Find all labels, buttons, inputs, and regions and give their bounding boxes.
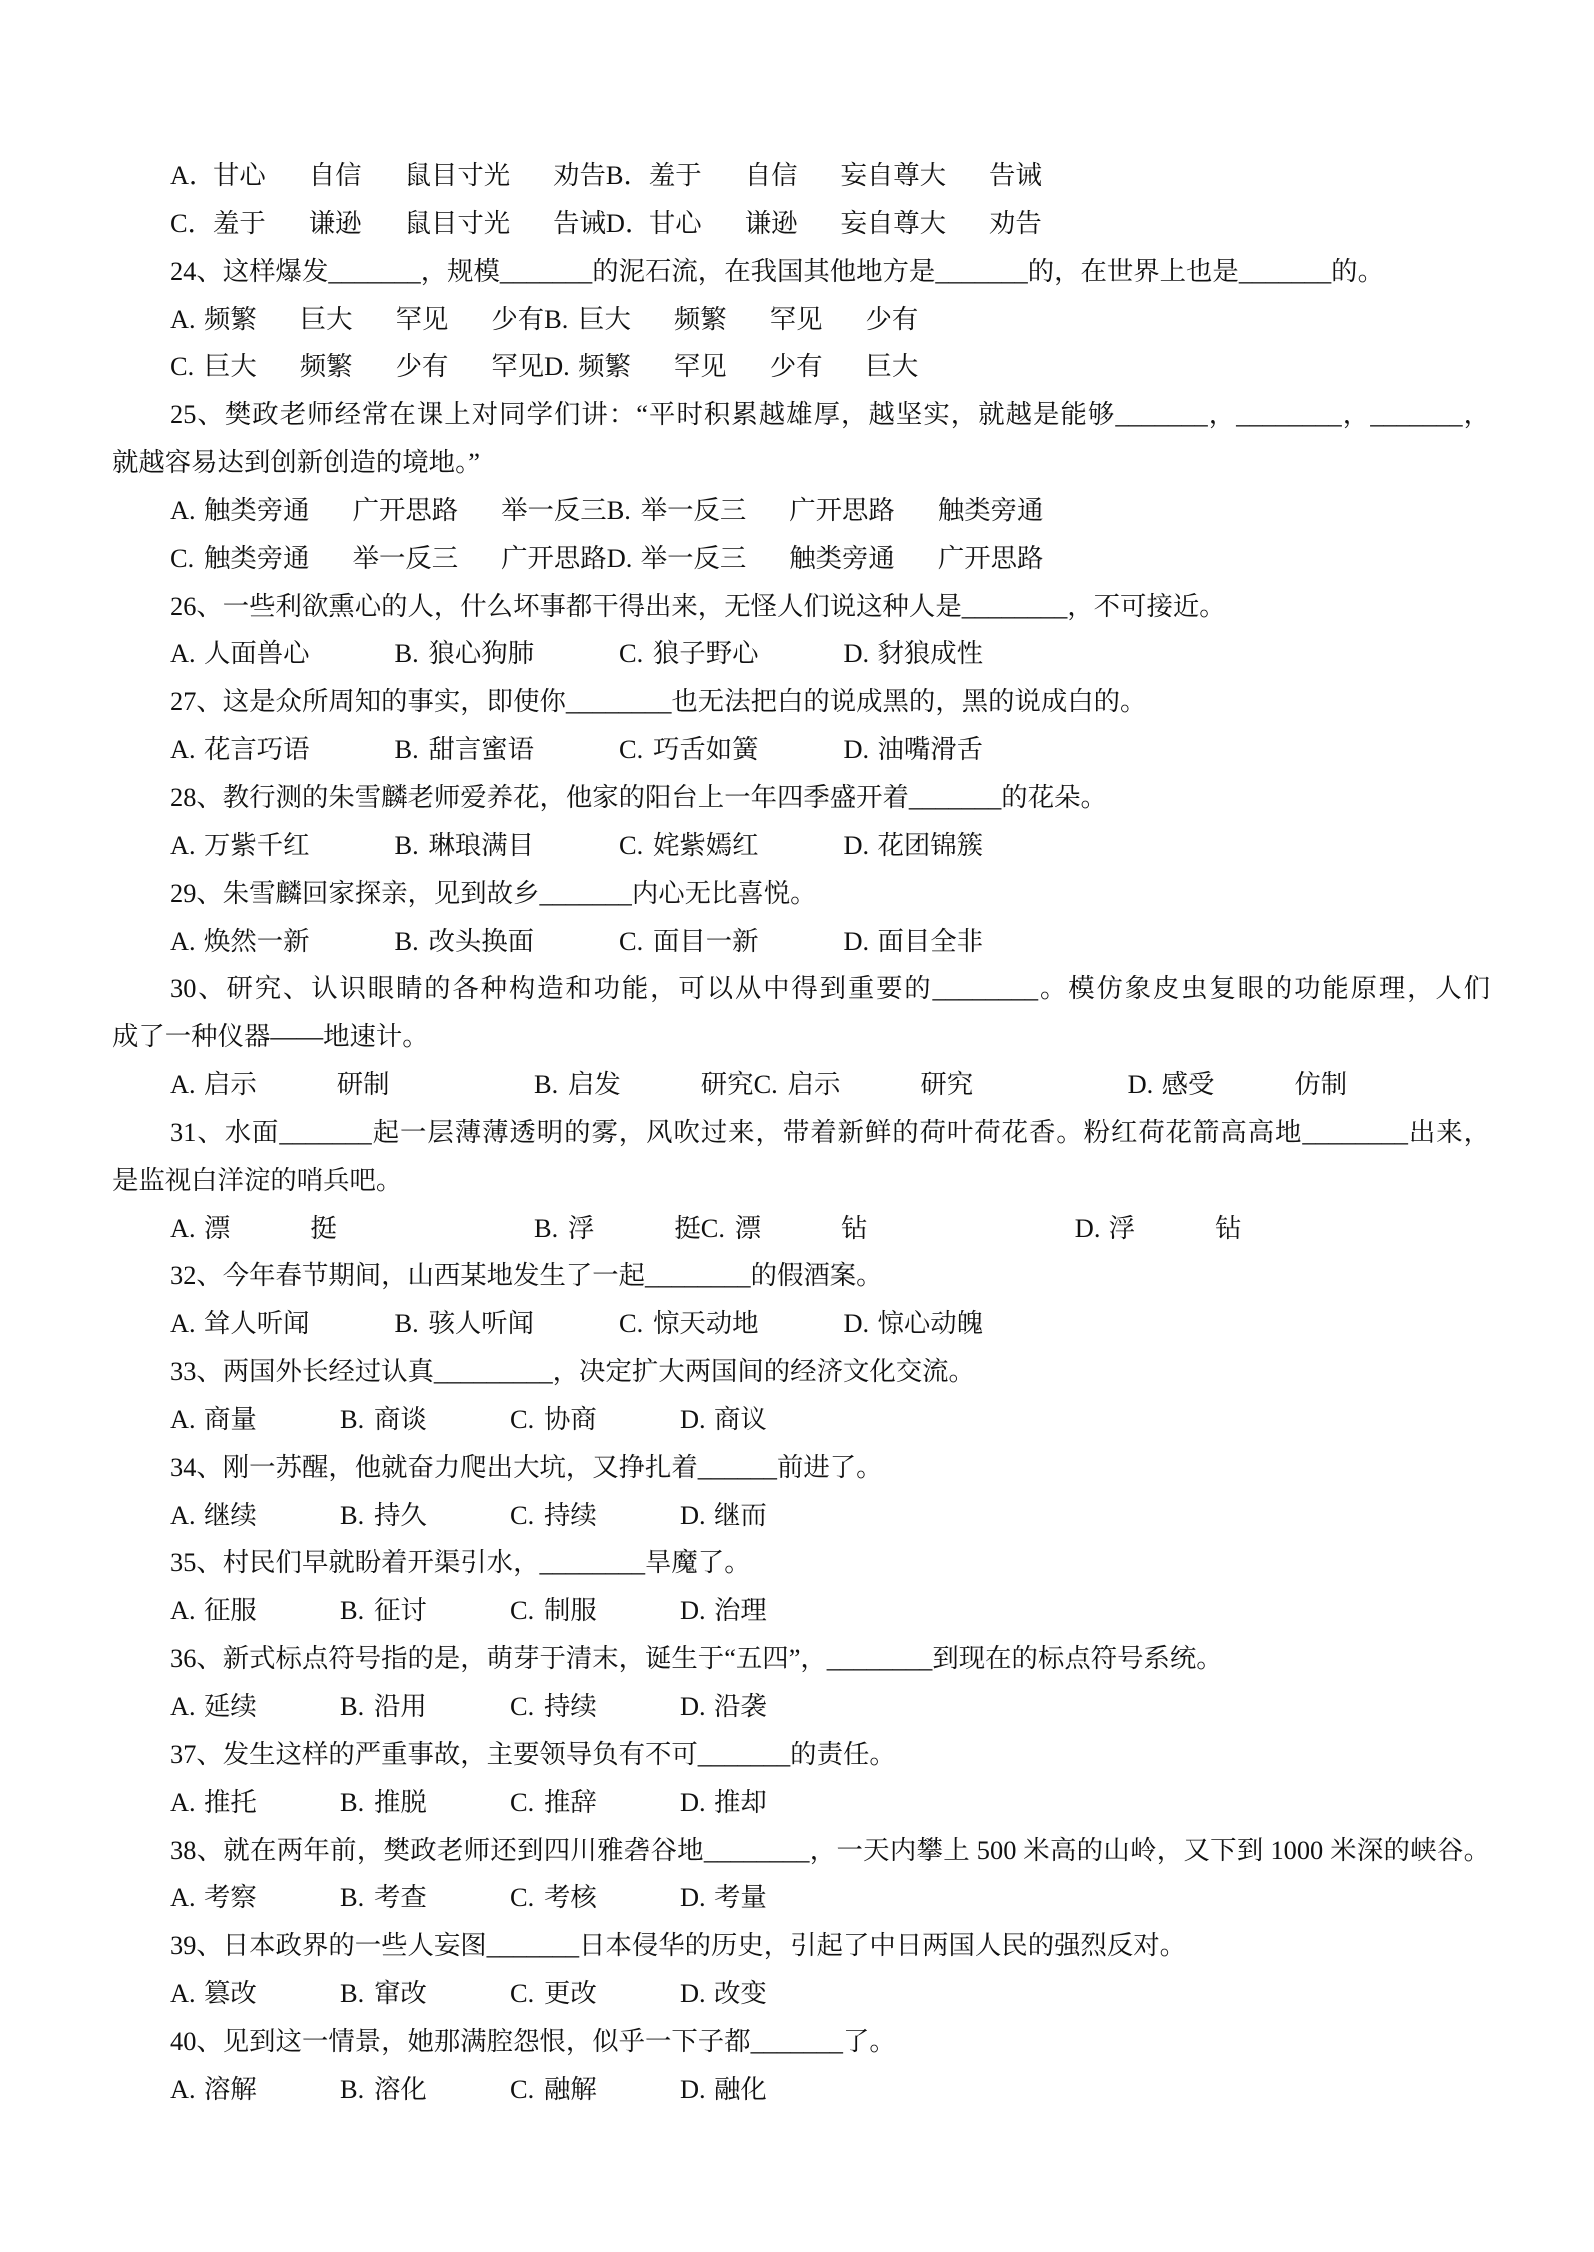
option-word: 羞于: [213, 207, 266, 238]
option-label: C.: [619, 734, 644, 765]
q34-option-b: [340, 1492, 510, 1540]
option-label: B.: [340, 2073, 365, 2104]
option-label: C.: [170, 351, 195, 382]
option-label: A.: [170, 1069, 196, 1100]
option-word: 鼠目寸光: [404, 160, 511, 190]
q26-option-d: [844, 630, 1069, 678]
option-word: 感受: [1161, 1069, 1215, 1100]
option-word: 研究: [920, 1069, 974, 1100]
option-word: 继而: [714, 1499, 767, 1530]
option-label: A.: [170, 1403, 196, 1434]
q32-option-b: [395, 1300, 620, 1348]
option-label: C.: [510, 1691, 535, 1721]
option-word: 巨大: [204, 351, 257, 382]
option-label: B.: [394, 638, 419, 669]
option-word: 广开思路: [352, 494, 459, 525]
q29-option-b: [395, 918, 620, 966]
option-word: 惊天动地: [653, 1308, 759, 1339]
q25-option-c: [170, 535, 607, 583]
option-word: 频繁: [578, 351, 631, 382]
q32-stem: 32、今年春节期间，山西某地发生了一起________的假酒案。: [170, 1260, 883, 1291]
option-label: A.: [170, 1595, 196, 1626]
q39-option-a: [170, 1970, 340, 2018]
q35-options: [112, 1587, 1490, 1635]
option-word: 启示: [204, 1069, 257, 1100]
q29-option-d: [844, 918, 1069, 966]
option-word: 研究: [700, 1069, 754, 1100]
option-word: 商议: [714, 1403, 767, 1434]
option-label: B.: [534, 1069, 559, 1100]
q26-stem: 26、一些利欲熏心的人，什么坏事都干得出来，无怪人们说这种人是________，不可接近。: [170, 590, 1226, 621]
q24-option-d: [544, 343, 918, 391]
option-word: 姹紫嫣红: [653, 829, 759, 860]
option-word: 人面兽心: [204, 638, 310, 669]
option-word: 改变: [714, 1978, 767, 2009]
q37-option-a: [170, 1779, 340, 1827]
q31-option-d: [1075, 1205, 1242, 1253]
option-word: 谦逊: [308, 207, 362, 238]
option-word: 举一反三: [640, 494, 747, 525]
option-label: A.: [170, 1499, 196, 1530]
option-word: 惊心动魄: [877, 1308, 984, 1339]
option-word: 协商: [544, 1403, 597, 1434]
q29-option-c: [619, 918, 844, 966]
option-word: 巨大: [865, 351, 919, 382]
q26-option-b: [395, 630, 620, 678]
q37-option-c: [510, 1779, 680, 1827]
option-word: 劝告: [989, 207, 1042, 238]
option-label: C.: [619, 1308, 644, 1339]
q36-option-d: [680, 1683, 850, 1731]
option-label: A.: [170, 734, 196, 765]
option-label: B.: [394, 734, 419, 765]
q24-options-row-2: [112, 343, 1490, 391]
q32-option-d: [844, 1300, 1069, 1348]
q30-stem-line-1: 30、研究、认识眼睛的各种构造和功能，可以从中得到重要的________。模仿象皮虫复眼的功能原理，人们: [170, 973, 1490, 1004]
q30-option-c: [754, 1061, 1128, 1109]
option-word: 钻: [841, 1212, 868, 1243]
option-word: 考查: [374, 1882, 427, 1913]
option-word: 改头换面: [428, 925, 535, 956]
q23-options-row-2: [112, 200, 1490, 248]
option-word: 触类旁通: [204, 494, 310, 525]
option-label: A.: [170, 1212, 196, 1243]
option-label: B.: [340, 1403, 365, 1434]
option-label: B.: [340, 1978, 365, 2009]
q39-options: [112, 1970, 1490, 2018]
q28-stem: 28、教行测的朱雪麟老师爱养花，他家的阳台上一年四季盛开着_______的花朵。: [170, 781, 1107, 812]
option-word: 沿袭: [714, 1691, 767, 1721]
option-word: 面目一新: [653, 925, 759, 956]
option-label: C.: [510, 1595, 535, 1626]
option-label: A.: [170, 2073, 196, 2104]
option-label: A.: [170, 494, 196, 525]
q40-option-a: [170, 2066, 340, 2114]
option-label: B.: [394, 1308, 419, 1339]
option-label: D.: [1074, 1212, 1101, 1243]
q31-option-a: [170, 1205, 534, 1253]
option-label: C.: [170, 542, 195, 573]
option-word: 考察: [204, 1882, 257, 1913]
q30-stem-line-2: 成了一种仪器——地速计。: [112, 1021, 429, 1052]
q38-stem: 38、就在两年前，樊政老师还到四川雅砻谷地________，一天内攀上 500 米高的山岭，又下到 1000 米深的峡谷。: [170, 1834, 1490, 1865]
q35-option-a: [170, 1587, 340, 1635]
q39-option-c: [510, 1970, 680, 2018]
q31-options: [112, 1205, 1490, 1253]
q25-option-b: [607, 487, 1044, 535]
option-word: 骇人听闻: [428, 1308, 535, 1339]
q25-stem-line-1: 25、樊政老师经常在课上对同学们讲：“平时积累越雄厚，越坚实，就越是能够_______，________，_______，: [170, 399, 1490, 430]
option-label: C.: [510, 1499, 535, 1530]
option-word: 豺狼成性: [877, 638, 984, 669]
q38-options: [112, 1874, 1490, 1922]
q34-options: [112, 1492, 1490, 1540]
q34-option-c: [510, 1492, 680, 1540]
option-word: 广开思路: [501, 542, 607, 573]
option-word: 研制: [336, 1069, 390, 1100]
option-label: C.: [510, 1403, 535, 1434]
option-word: 继续: [204, 1499, 257, 1530]
q37-stem: 37、发生这样的严重事故，主要领导负有不可_______的责任。: [170, 1738, 896, 1769]
q27-options: [112, 726, 1490, 774]
q27-option-c: [619, 726, 844, 774]
q27-option-b: [395, 726, 620, 774]
q28-option-a: [170, 822, 395, 870]
q36-option-b: [340, 1683, 510, 1731]
q35-option-d: [680, 1587, 850, 1635]
option-word: 鼠目寸光: [404, 207, 511, 238]
option-label: D.: [680, 1595, 706, 1626]
option-word: 推辞: [544, 1786, 597, 1817]
option-label: A.: [170, 829, 196, 860]
option-label: D.: [680, 1882, 706, 1913]
option-label: C.: [619, 638, 644, 669]
q29-option-a: [170, 918, 395, 966]
option-label: D．: [605, 207, 652, 238]
option-word: 仿制: [1294, 1069, 1348, 1100]
option-label: B.: [394, 829, 419, 860]
q36-option-a: [170, 1683, 340, 1731]
option-word: 频繁: [673, 303, 727, 334]
option-label: A.: [170, 638, 196, 669]
q31-stem-line-2: 是监视白洋淀的哨兵吧。: [112, 1164, 403, 1195]
option-label: B.: [340, 1499, 365, 1530]
q33-options: [112, 1396, 1490, 1444]
option-word: 花团锦簇: [877, 829, 984, 860]
q28-option-c: [619, 822, 844, 870]
option-word: 巨大: [299, 303, 353, 334]
q23-option-a: [170, 152, 606, 200]
option-label: D.: [843, 925, 870, 956]
option-word: 篡改: [204, 1978, 257, 2009]
q24-option-b: [544, 296, 918, 344]
q28-option-d: [844, 822, 1069, 870]
q24-option-a: [170, 296, 544, 344]
q33-option-b: [340, 1396, 510, 1444]
q33-option-a: [170, 1396, 340, 1444]
q31-option-c: [701, 1205, 1075, 1253]
q28-options: [112, 822, 1490, 870]
option-label: B.: [534, 1212, 559, 1243]
option-word: 考量: [714, 1882, 767, 1913]
option-word: 少有: [865, 303, 919, 334]
option-label: D.: [843, 638, 870, 669]
option-word: 钻: [1215, 1212, 1242, 1243]
option-label: A.: [170, 1691, 196, 1721]
option-label: D.: [843, 734, 870, 765]
q37-options: [112, 1779, 1490, 1827]
option-word: 巧舌如簧: [653, 734, 759, 765]
q27-stem: 27、这是众所周知的事实，即使你________也无法把白的说成黑的，黑的说成白的。: [170, 686, 1147, 717]
option-label: C.: [753, 1069, 778, 1100]
q29-stem: 29、朱雪麟回家探亲，见到故乡_______内心无比喜悦。: [170, 877, 817, 908]
q36-stem: 36、新式标点符号指的是，萌芽于清末，诞生于“五四”，________到现在的标点符号系统。: [170, 1643, 1223, 1674]
q30-option-d: [1128, 1061, 1348, 1109]
q37-option-d: [680, 1779, 850, 1827]
option-label: D.: [843, 829, 870, 860]
option-label: C．: [170, 207, 214, 238]
option-label: D.: [544, 351, 570, 382]
option-word: 频繁: [204, 303, 257, 334]
option-label: B.: [340, 1595, 365, 1626]
option-word: 甘心: [648, 207, 702, 238]
q33-stem: 33、两国外长经过认真_________，决定扩大两国间的经济文化交流。: [170, 1356, 975, 1387]
option-word: 启示: [787, 1069, 841, 1100]
option-word: 羞于: [648, 160, 702, 190]
option-label: C.: [510, 1882, 535, 1913]
option-label: C.: [619, 925, 644, 956]
q24-options-row-1: [112, 296, 1490, 344]
option-word: 浮: [568, 1212, 595, 1243]
q25-stem-line-2: 就越容易达到创新创造的境地。”: [112, 447, 480, 478]
q33-option-d: [680, 1396, 850, 1444]
option-label: B．: [605, 160, 650, 190]
option-word: 窜改: [374, 1978, 427, 2009]
option-word: 广开思路: [937, 542, 1044, 573]
option-word: 商谈: [374, 1403, 427, 1434]
option-label: B.: [544, 303, 569, 334]
option-word: 挺: [674, 1212, 701, 1243]
q24-stem: 24、这样爆发_______，规模_______的泥石流，在我国其他地方是_______的，在世界上也是_______的。: [170, 255, 1384, 286]
option-word: 花言巧语: [204, 734, 310, 765]
q28-option-b: [395, 822, 620, 870]
option-word: 触类旁通: [204, 542, 310, 573]
q23-options-row-1: [112, 152, 1490, 200]
option-word: 制服: [544, 1595, 597, 1626]
option-word: 更改: [544, 1978, 597, 2009]
option-word: 持续: [544, 1499, 597, 1530]
q26-options: [112, 630, 1490, 678]
q23-option-b: [606, 152, 1042, 200]
q38-option-a: [170, 1874, 340, 1922]
option-label: B.: [340, 1691, 365, 1721]
q29-options: [112, 918, 1490, 966]
option-word: 少有: [491, 303, 545, 334]
option-word: 焕然一新: [204, 925, 310, 956]
option-word: 溶化: [374, 2073, 427, 2104]
q23-option-c: [170, 200, 606, 248]
option-word: 妄自尊大: [840, 160, 947, 190]
option-word: 甘心: [213, 160, 266, 190]
option-label: A.: [170, 1786, 196, 1817]
q40-option-b: [340, 2066, 510, 2114]
option-label: A．: [170, 160, 216, 190]
option-label: B.: [394, 925, 419, 956]
q23-option-d: [606, 200, 1042, 248]
option-word: 自信: [308, 160, 362, 190]
option-word: 征服: [204, 1595, 257, 1626]
option-label: B.: [340, 1882, 365, 1913]
q34-option-a: [170, 1492, 340, 1540]
option-word: 面目全非: [877, 925, 984, 956]
option-label: B.: [606, 494, 631, 525]
option-label: C.: [619, 829, 644, 860]
q40-option-c: [510, 2066, 680, 2114]
option-word: 融解: [544, 2073, 597, 2104]
q31-option-b: [534, 1205, 701, 1253]
option-word: 油嘴滑舌: [877, 734, 984, 765]
option-word: 谦逊: [744, 207, 798, 238]
option-word: 举一反三: [640, 542, 747, 573]
option-word: 推脱: [374, 1786, 427, 1817]
q38-option-b: [340, 1874, 510, 1922]
option-word: 推托: [204, 1786, 257, 1817]
q24-option-c: [170, 343, 544, 391]
q35-stem: 35、村民们早就盼着开渠引水，________旱魔了。: [170, 1547, 751, 1578]
option-word: 推却: [714, 1786, 767, 1817]
option-word: 狼子野心: [653, 638, 759, 669]
q26-option-a: [170, 630, 395, 678]
option-word: 少有: [769, 351, 823, 382]
q40-options: [112, 2066, 1490, 2114]
option-label: C.: [700, 1212, 725, 1243]
option-word: 巨大: [578, 303, 631, 334]
q27-option-a: [170, 726, 395, 774]
q25-options-row-1: [112, 487, 1490, 535]
option-word: 延续: [204, 1691, 257, 1721]
q34-option-d: [680, 1492, 850, 1540]
option-word: 万紫千红: [204, 829, 310, 860]
option-word: 商量: [204, 1403, 257, 1434]
option-label: A.: [170, 303, 196, 334]
option-word: 频繁: [299, 351, 353, 382]
q25-option-d: [607, 535, 1044, 583]
option-label: D.: [843, 1308, 870, 1339]
q33-option-c: [510, 1396, 680, 1444]
q38-option-d: [680, 1874, 850, 1922]
option-label: A.: [170, 1978, 196, 2009]
option-word: 挺: [310, 1212, 337, 1243]
option-word: 举一反三: [501, 494, 607, 525]
option-label: A.: [170, 925, 196, 956]
option-word: 告诫: [553, 207, 606, 238]
q26-option-c: [619, 630, 844, 678]
q32-option-a: [170, 1300, 395, 1348]
q30-option-a: [170, 1061, 534, 1109]
q35-option-c: [510, 1587, 680, 1635]
option-word: 考核: [544, 1882, 597, 1913]
option-label: A.: [170, 1882, 196, 1913]
option-label: C.: [510, 2073, 535, 2104]
option-word: 甜言蜜语: [428, 734, 535, 765]
option-word: 浮: [1108, 1212, 1136, 1243]
q25-option-a: [170, 487, 607, 535]
option-label: D.: [680, 1499, 706, 1530]
option-word: 告诫: [989, 160, 1042, 190]
q31-stem-line-1: 31、水面_______起一层薄薄透明的雾，风吹过来，带着新鲜的荷叶荷花香。粉红荷花箭高高地________出来，: [170, 1116, 1490, 1147]
option-word: 溶解: [204, 2073, 257, 2104]
q37-option-b: [340, 1779, 510, 1827]
q30-options: [112, 1061, 1490, 1109]
q32-options: [112, 1300, 1490, 1348]
option-label: A.: [170, 1308, 196, 1339]
option-word: 劝告: [553, 160, 606, 190]
q32-option-c: [619, 1300, 844, 1348]
q38-option-c: [510, 1874, 680, 1922]
option-label: D.: [680, 1786, 706, 1817]
q36-options: [112, 1683, 1490, 1731]
option-label: D.: [606, 542, 633, 573]
q25-options-row-2: [112, 535, 1490, 583]
q27-option-d: [844, 726, 1069, 774]
q39-stem: 39、日本政界的一些人妄图_______日本侵华的历史，引起了中日两国人民的强烈反对。: [170, 1930, 1187, 1961]
option-word: 触类旁通: [937, 494, 1044, 525]
option-label: D.: [680, 1403, 706, 1434]
option-word: 漂: [204, 1212, 231, 1243]
option-label: C.: [510, 1978, 535, 2009]
option-label: D.: [680, 1978, 706, 2009]
q34-stem: 34、刚一苏醒，他就奋力爬出大坑，又挣扎着______前进了。: [170, 1451, 883, 1482]
q40-option-d: [680, 2066, 850, 2114]
option-label: B.: [340, 1786, 365, 1817]
option-word: 沿用: [374, 1691, 427, 1721]
option-word: 自信: [744, 160, 798, 190]
option-word: 持久: [374, 1499, 427, 1530]
option-word: 少有: [395, 351, 449, 382]
option-word: 启发: [568, 1069, 621, 1100]
option-word: 举一反三: [352, 542, 459, 573]
option-word: 耸人听闻: [204, 1308, 310, 1339]
option-word: 融化: [714, 2073, 767, 2104]
q39-option-d: [680, 1970, 850, 2018]
option-word: 罕见: [491, 351, 545, 382]
option-word: 广开思路: [789, 494, 895, 525]
option-word: 罕见: [673, 351, 727, 382]
q39-option-b: [340, 1970, 510, 2018]
option-word: 触类旁通: [789, 542, 895, 573]
option-word: 罕见: [769, 303, 823, 334]
option-label: C.: [510, 1786, 535, 1817]
option-word: 琳琅满目: [428, 829, 535, 860]
option-label: D.: [1127, 1069, 1154, 1100]
option-word: 征讨: [374, 1595, 427, 1626]
option-word: 罕见: [395, 303, 449, 334]
q36-option-c: [510, 1683, 680, 1731]
q35-option-b: [340, 1587, 510, 1635]
option-word: 漂: [734, 1212, 762, 1243]
q40-stem: 40、见到这一情景，她那满腔怨恨，似乎一下子都_______了。: [170, 2025, 896, 2056]
question-list: [112, 152, 1490, 2114]
q30-option-b: [534, 1061, 754, 1109]
option-word: 持续: [544, 1691, 597, 1721]
option-word: 妄自尊大: [840, 207, 947, 238]
option-label: D.: [680, 1691, 706, 1721]
option-word: 治理: [714, 1595, 767, 1626]
option-word: 狼心狗肺: [428, 638, 535, 669]
option-label: D.: [680, 2073, 706, 2104]
